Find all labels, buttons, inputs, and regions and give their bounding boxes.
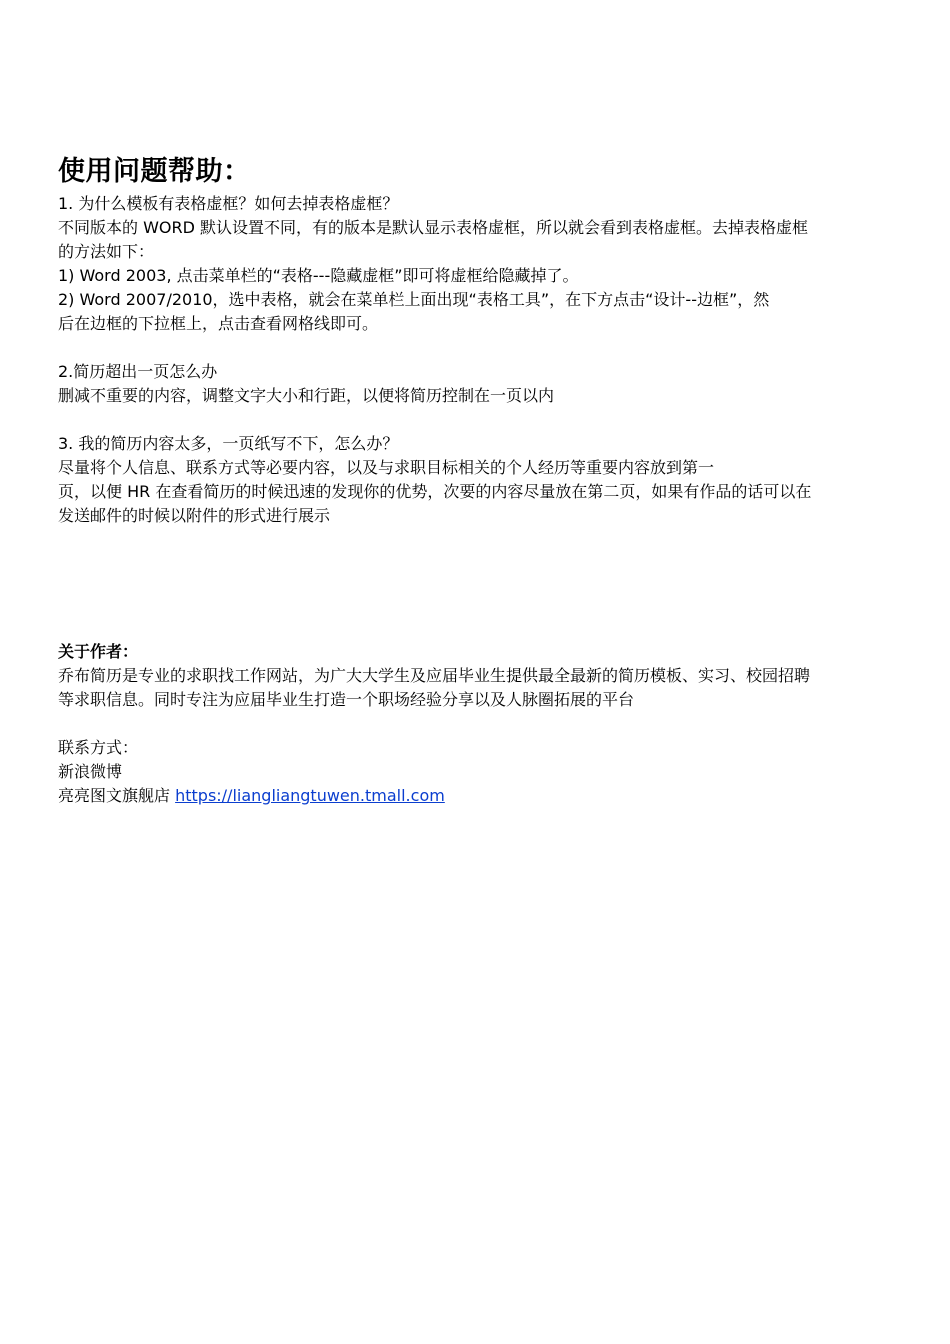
store-link[interactable]: https://liangliangtuwen.tmall.com — [175, 786, 445, 805]
q1-question: 1. 为什么模板有表格虚框？如何去掉表格虚框？ — [58, 194, 399, 213]
spacer — [58, 712, 888, 736]
contact-weibo: 新浪微博 — [58, 762, 123, 781]
q2-question: 2.简历超出一页怎么办 — [58, 362, 218, 381]
spacer — [58, 528, 888, 640]
q3-question: 3. 我的简历内容太多，一页纸写不下，怎么办？ — [58, 434, 399, 453]
q1-answer-line: 后在边框的下拉框上，点击查看网格线即可。 — [58, 314, 379, 333]
document-page — [58, 152, 888, 808]
q1-answer-line: 的方法如下： — [58, 242, 155, 261]
q1-answer-line: 2) Word 2007/2010，选中表格，就会在菜单栏上面出现“表格工具”，在下方点击“设计--边框”，然 — [58, 290, 770, 309]
store-label: 亮亮图文旗舰店 — [58, 786, 176, 805]
q3-answer-line: 页，以便 HR 在查看简历的时候迅速的发现你的优势，次要的内容尽量放在第二页，如果有作品的话可以在 — [58, 482, 812, 501]
contact-store — [58, 784, 888, 808]
about-line: 乔布简历是专业的求职找工作网站，为广大大学生及应届毕业生提供最全最新的简历模板、实习、校园招聘 — [58, 666, 811, 685]
spacer — [58, 336, 888, 360]
about-line: 等求职信息。同时专注为应届毕业生打造一个职场经验分享以及人脉圈拓展的平台 — [58, 690, 635, 709]
help-title: 使用问题帮助： — [58, 156, 251, 187]
contact-label: 联系方式： — [58, 738, 139, 757]
q3-answer-line: 发送邮件的时候以附件的形式进行展示 — [58, 506, 331, 525]
spacer — [58, 408, 888, 432]
q1-answer-line: 不同版本的 WORD 默认设置不同，有的版本是默认显示表格虚框，所以就会看到表格虚框。去掉表格虚框 — [58, 218, 809, 237]
q2-answer: 删减不重要的内容，调整文字大小和行距，以便将简历控制在一页以内 — [58, 386, 555, 405]
q1-answer-line: 1) Word 2003, 点击菜单栏的“表格---隐藏虚框”即可将虚框给隐藏掉了。 — [58, 266, 579, 285]
about-title: 关于作者： — [58, 642, 139, 661]
q3-answer-line: 尽量将个人信息、联系方式等必要内容，以及与求职目标相关的个人经历等重要内容放到第一 — [58, 458, 715, 477]
